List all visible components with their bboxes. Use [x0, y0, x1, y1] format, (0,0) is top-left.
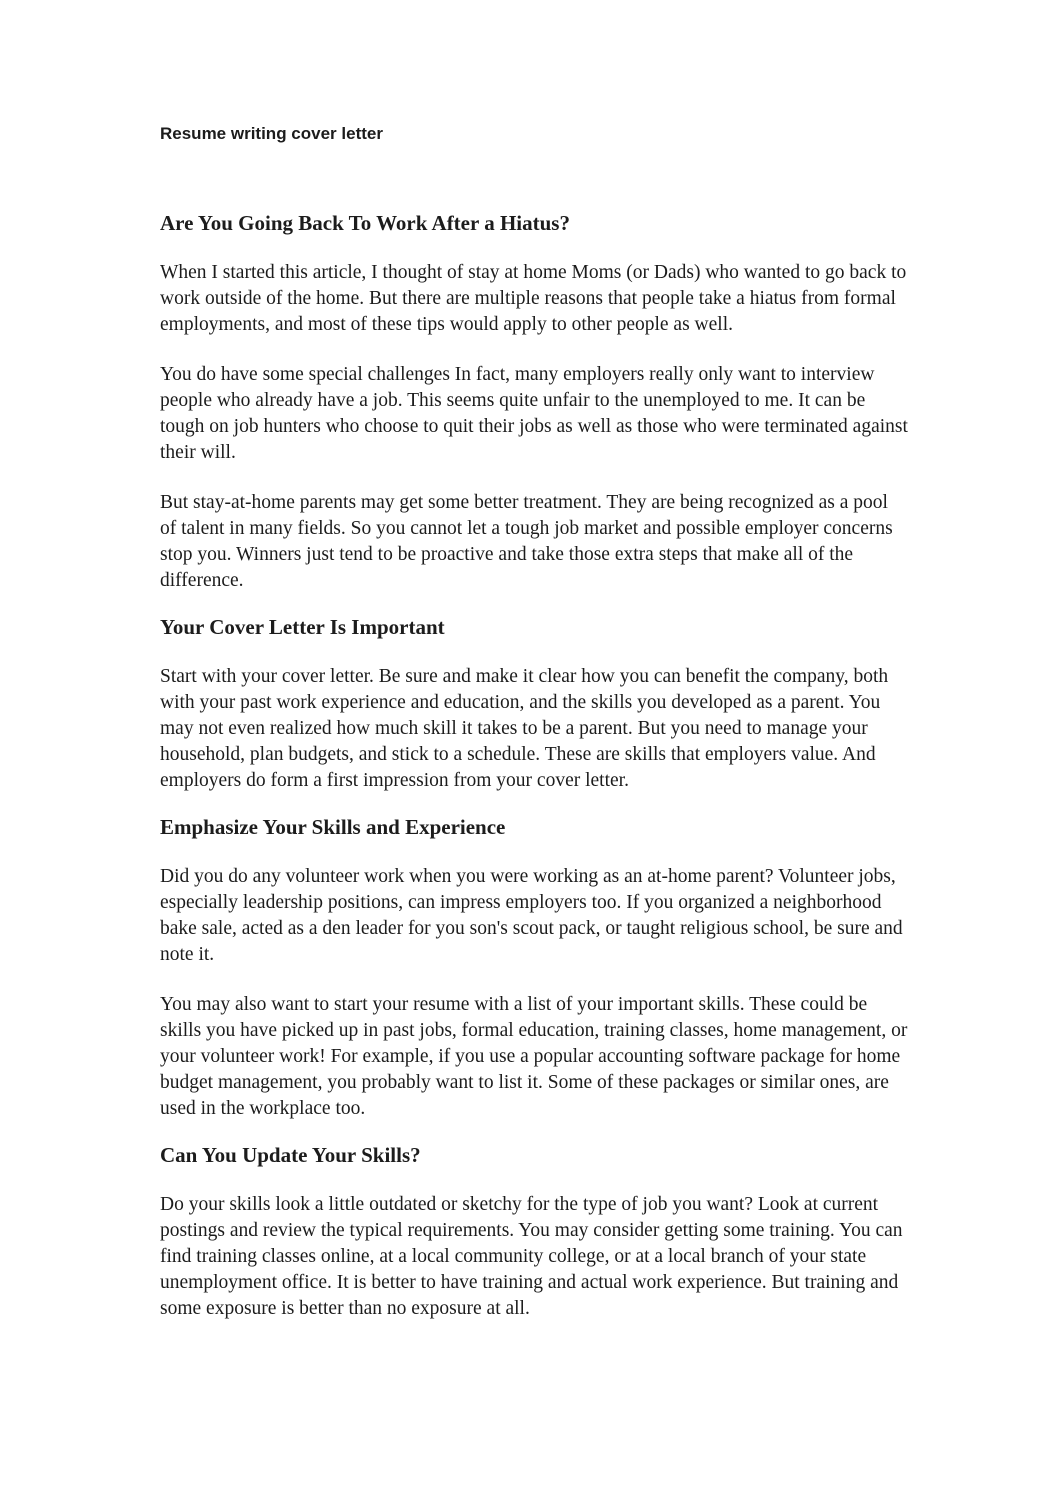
section-heading-hiatus: Are You Going Back To Work After a Hiatus? — [160, 211, 570, 235]
section-heading-skills-experience: Emphasize Your Skills and Experience — [160, 815, 506, 839]
section-heading-update-skills: Can You Update Your Skills? — [160, 1143, 421, 1167]
paragraph: Start with your cover letter. Be sure and make it clear how you can benefit the company, both with your past work experience and education, and the skills you developed as a parent. You may not even realized how much skill it takes to be a parent. But you need to manage your household, plan budgets, and stick to a schedule. These are skills that employers value. And employers do form a first impression from your cover letter. — [160, 666, 889, 791]
paragraph: When I started this article, I thought of stay at home Moms (or Dads) who wanted to go back to work outside of the home. But there are multiple reasons that people take a hiatus from formal employments, and most of these tips would apply to other people as well. — [160, 262, 907, 335]
paragraph: Do your skills look a little outdated or sketchy for the type of job you want? Look at current postings and review the typical requirements. You may consider getting some training. You can find training classes online, at a local community college, or at a local branch of your state unemployment office. It is better to have training and actual work experience. But training and some exposure is better than no exposure at all. — [160, 1194, 903, 1319]
paragraph: You may also want to start your resume with a list of your important skills. These could be skills you have picked up in past jobs, formal education, training classes, home management, or your volunteer work! For example, if you use a popular accounting software package for home budget management, you probably want to list it. Some of these packages or similar ones, are used in the workplace too. — [160, 994, 908, 1119]
paragraph: Did you do any volunteer work when you were working as an at-home parent? Volunteer jobs, especially leadership positions, can impress employers too. If you organized a neighborhood bake sale, acted as a den leader for you son's scout pack, or taught religious school, be sure and note it. — [160, 866, 903, 965]
section-heading-cover-letter: Your Cover Letter Is Important — [160, 615, 445, 639]
paragraph: You do have some special challenges In fact, many employers really only want to interview people who already have a job. This seems quite unfair to the unemployed to me. It can be tough on job hunters who choose to quit their jobs as well as those who were terminated against their will. — [160, 364, 908, 463]
paragraph: But stay-at-home parents may get some better treatment. They are being recognized as a pool of talent in many fields. So you cannot let a tough job market and possible employer concerns stop you. Winners just tend to be proactive and take those extra steps that make all of the difference. — [160, 492, 893, 591]
document-title: Resume writing cover letter — [160, 124, 383, 143]
document-body — [160, 210, 908, 1322]
